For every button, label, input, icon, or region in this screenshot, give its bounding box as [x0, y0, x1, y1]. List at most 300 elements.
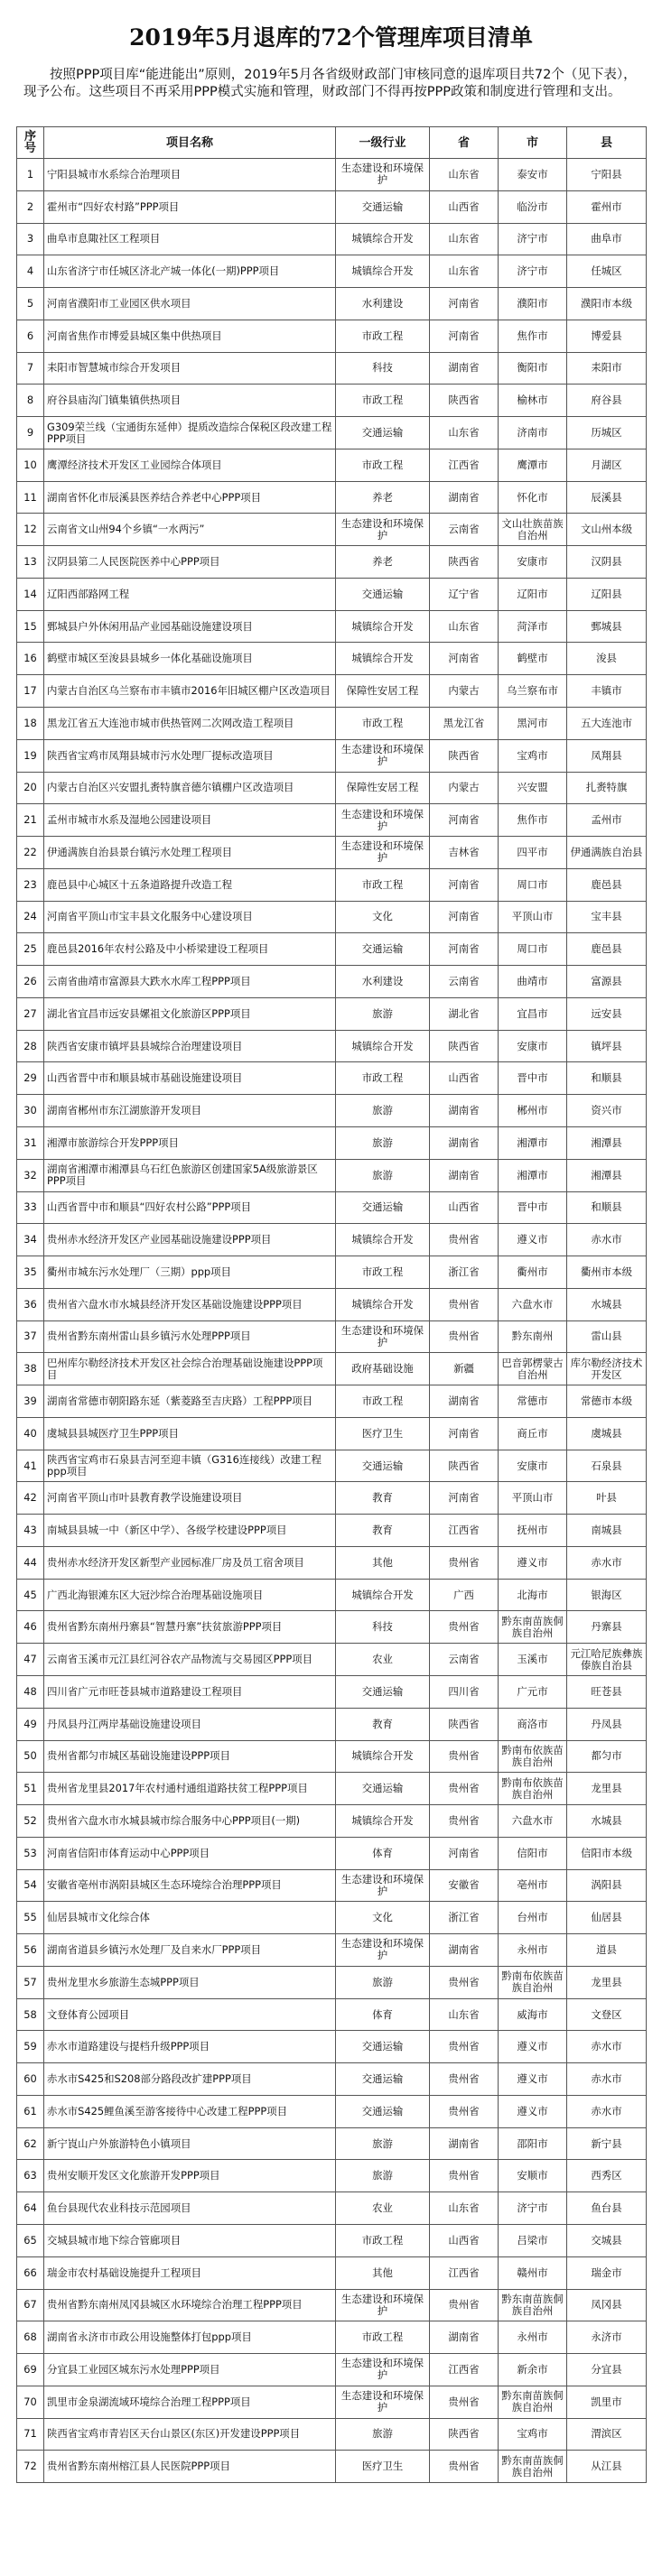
cell-county: 凤冈县 [567, 2289, 647, 2321]
header-index: 序号 [17, 127, 44, 159]
cell-county: 任城区 [567, 255, 647, 288]
table-row [17, 2418, 647, 2451]
cell-county: 信阳市本级 [567, 1837, 647, 1869]
table-row [17, 1773, 647, 1805]
cell-county: 鱼台县 [567, 2192, 647, 2225]
table-row [17, 1126, 647, 1159]
cell-index: 20 [17, 772, 44, 804]
cell-county: 赤水市 [567, 2063, 647, 2096]
table-row [17, 2256, 647, 2289]
cell-index: 36 [17, 1288, 44, 1320]
cell-city: 黔东南州 [499, 1320, 567, 1353]
cell-city: 六盘水市 [499, 1805, 567, 1838]
table-row [17, 1030, 647, 1062]
cell-project-name: 鄄城县户外休闲用品产业园基础设施建设项目 [44, 610, 336, 643]
table-row [17, 159, 647, 191]
cell-index: 37 [17, 1320, 44, 1353]
cell-index: 5 [17, 288, 44, 320]
cell-county: 渭滨区 [567, 2418, 647, 2451]
table-row [17, 837, 647, 869]
cell-province: 贵州省 [430, 2031, 499, 2063]
table-row [17, 1062, 647, 1095]
cell-index: 41 [17, 1450, 44, 1482]
cell-city: 曲靖市 [499, 966, 567, 998]
cell-project-name: 四川省广元市旺苍县城市道路建设工程项目 [44, 1675, 336, 1708]
cell-index: 2 [17, 190, 44, 223]
cell-project-name: 赤水市S425鲤鱼溪至游客接待中心改建工程PPP项目 [44, 2095, 336, 2127]
cell-city: 新余市 [499, 2354, 567, 2386]
table-row [17, 739, 647, 772]
table-row [17, 223, 647, 255]
cell-industry: 文化 [336, 901, 430, 933]
cell-province: 贵州省 [430, 1546, 499, 1579]
cell-city: 鹤壁市 [499, 643, 567, 675]
table-row [17, 288, 647, 320]
table-row [17, 2289, 647, 2321]
cell-county: 和顺县 [567, 1191, 647, 1224]
cell-province: 内蒙古 [430, 772, 499, 804]
table-row [17, 1224, 647, 1256]
cell-city: 亳州市 [499, 1869, 567, 1902]
cell-province: 湖南省 [430, 1934, 499, 1967]
cell-index: 38 [17, 1353, 44, 1385]
cell-province: 四川省 [430, 1675, 499, 1708]
cell-index: 34 [17, 1224, 44, 1256]
cell-project-name: 河南省信阳市体育运动中心PPP项目 [44, 1837, 336, 1869]
cell-city: 邵阳市 [499, 2127, 567, 2160]
table-row [17, 804, 647, 837]
cell-index: 1 [17, 159, 44, 191]
table-row [17, 997, 647, 1030]
cell-province: 贵州省 [430, 1773, 499, 1805]
cell-city: 北海市 [499, 1579, 567, 1611]
cell-city: 湘潭市 [499, 1159, 567, 1191]
cell-county: 永济市 [567, 2321, 647, 2354]
cell-city: 菏泽市 [499, 610, 567, 643]
cell-city: 怀化市 [499, 481, 567, 514]
cell-city: 焦作市 [499, 320, 567, 352]
cell-project-name: 山东省济宁市任城区济北产城一体化(一期)PPP项目 [44, 255, 336, 288]
cell-project-name: 贵州省黔东南州凤冈县城区水环境综合治理工程PPP项目 [44, 2289, 336, 2321]
cell-project-name: 文登体育公园项目 [44, 1998, 336, 2031]
table-row [17, 1805, 647, 1838]
cell-industry: 市政工程 [336, 708, 430, 740]
cell-city: 黔东南苗族侗族自治州 [499, 2386, 567, 2418]
cell-project-name: 虞城县县城医疗卫生PPP项目 [44, 1417, 336, 1450]
table-row [17, 2031, 647, 2063]
cell-city: 焦作市 [499, 804, 567, 837]
cell-industry: 交通运输 [336, 417, 430, 449]
cell-industry: 政府基础设施 [336, 1353, 430, 1385]
cell-industry: 市政工程 [336, 385, 430, 417]
cell-project-name: 河南省平顶山市宝丰县文化服务中心建设项目 [44, 901, 336, 933]
cell-industry: 交通运输 [336, 1773, 430, 1805]
cell-index: 11 [17, 481, 44, 514]
cell-county: 水城县 [567, 1805, 647, 1838]
cell-province: 广西 [430, 1579, 499, 1611]
cell-county: 博爱县 [567, 320, 647, 352]
cell-industry: 生态建设和环境保护 [336, 837, 430, 869]
table-row [17, 2127, 647, 2160]
cell-index: 15 [17, 610, 44, 643]
cell-index: 65 [17, 2225, 44, 2257]
cell-city: 泰安市 [499, 159, 567, 191]
cell-project-name: G309荣兰线（宝通街东延伸）提质改造综合保税区段改建工程PPP项目 [44, 417, 336, 449]
cell-city: 信阳市 [499, 1837, 567, 1869]
cell-province: 河南省 [430, 643, 499, 675]
cell-province: 山西省 [430, 1191, 499, 1224]
cell-project-name: 鱼台县现代农业科技示范园项目 [44, 2192, 336, 2225]
cell-project-name: 鹤壁市城区至浚县县城乡一体化基础设施项目 [44, 643, 336, 675]
cell-province: 贵州省 [430, 1805, 499, 1838]
cell-county: 赤水市 [567, 2031, 647, 2063]
cell-index: 17 [17, 675, 44, 708]
cell-city: 遵义市 [499, 1546, 567, 1579]
cell-index: 22 [17, 837, 44, 869]
cell-province: 河南省 [430, 1482, 499, 1515]
cell-city: 巴音郭楞蒙古自治州 [499, 1353, 567, 1385]
cell-industry: 城镇综合开发 [336, 610, 430, 643]
cell-project-name: 伊通满族自治县景台镇污水处理工程项目 [44, 837, 336, 869]
cell-index: 21 [17, 804, 44, 837]
cell-county: 镇坪县 [567, 1030, 647, 1062]
table-row [17, 2192, 647, 2225]
cell-project-name: 贵州省黔东南州雷山县乡镇污水处理PPP项目 [44, 1320, 336, 1353]
cell-industry: 体育 [336, 1837, 430, 1869]
cell-province: 贵州省 [430, 1740, 499, 1773]
table-row [17, 449, 647, 481]
header-province: 省 [430, 127, 499, 159]
cell-project-name: 瑞金市农村基础设施提升工程项目 [44, 2256, 336, 2289]
cell-project-name: 衢州市城东污水处理厂（三期）ppp项目 [44, 1256, 336, 1289]
cell-county: 仙居县 [567, 1902, 647, 1934]
table-row [17, 1353, 647, 1385]
cell-project-name: 湖南省道县乡镇污水处理厂及自来水厂PPP项目 [44, 1934, 336, 1967]
cell-industry: 水利建设 [336, 288, 430, 320]
table-row [17, 2063, 647, 2096]
cell-index: 56 [17, 1934, 44, 1967]
cell-project-name: 新宁崀山户外旅游特色小镇项目 [44, 2127, 336, 2160]
cell-index: 47 [17, 1644, 44, 1676]
table-row [17, 1159, 647, 1191]
cell-county: 赤水市 [567, 1224, 647, 1256]
cell-industry: 市政工程 [336, 2225, 430, 2257]
cell-industry: 交通运输 [336, 190, 430, 223]
cell-index: 24 [17, 901, 44, 933]
cell-county: 鹿邑县 [567, 868, 647, 901]
cell-county: 和顺县 [567, 1062, 647, 1095]
cell-city: 郴州市 [499, 1095, 567, 1127]
cell-industry: 保障性安居工程 [336, 675, 430, 708]
cell-county: 濮阳市本级 [567, 288, 647, 320]
cell-project-name: 广西北海银滩东区大冠沙综合治理基础设施项目 [44, 1579, 336, 1611]
cell-city: 遵义市 [499, 2031, 567, 2063]
header-county: 县 [567, 127, 647, 159]
cell-index: 51 [17, 1773, 44, 1805]
table-row [17, 2451, 647, 2483]
table-row [17, 514, 647, 546]
cell-index: 71 [17, 2418, 44, 2451]
cell-city: 黔东南苗族侗族自治州 [499, 1611, 567, 1644]
cell-city: 赣州市 [499, 2256, 567, 2289]
cell-county: 富源县 [567, 966, 647, 998]
cell-province: 陕西省 [430, 385, 499, 417]
cell-industry: 体育 [336, 1998, 430, 2031]
table-row [17, 868, 647, 901]
cell-city: 辽阳市 [499, 578, 567, 610]
cell-county: 凯里市 [567, 2386, 647, 2418]
table-row [17, 546, 647, 579]
cell-industry: 城镇综合开发 [336, 1288, 430, 1320]
table-row [17, 1256, 647, 1289]
cell-province: 江西省 [430, 449, 499, 481]
table-row [17, 1998, 647, 2031]
cell-industry: 市政工程 [336, 2321, 430, 2354]
cell-index: 25 [17, 933, 44, 966]
cell-index: 46 [17, 1611, 44, 1644]
cell-index: 58 [17, 1998, 44, 2031]
cell-index: 9 [17, 417, 44, 449]
cell-city: 衢州市 [499, 1256, 567, 1289]
cell-city: 吕梁市 [499, 2225, 567, 2257]
cell-industry: 市政工程 [336, 1256, 430, 1289]
page-title: 2019年5月退库的72个管理库项目清单 [129, 24, 533, 51]
cell-project-name: 内蒙古自治区乌兰察布市丰镇市2016年旧城区棚户区改造项目 [44, 675, 336, 708]
cell-province: 云南省 [430, 966, 499, 998]
cell-province: 河南省 [430, 868, 499, 901]
cell-industry: 养老 [336, 481, 430, 514]
cell-province: 贵州省 [430, 2386, 499, 2418]
cell-industry: 城镇综合开发 [336, 643, 430, 675]
cell-county: 资兴市 [567, 1095, 647, 1127]
cell-city: 黔南布依族苗族自治州 [499, 1773, 567, 1805]
cell-city: 榆林市 [499, 385, 567, 417]
cell-index: 3 [17, 223, 44, 255]
cell-county: 分宜县 [567, 2354, 647, 2386]
cell-industry: 生态建设和环境保护 [336, 159, 430, 191]
cell-province: 江西省 [430, 2354, 499, 2386]
cell-county: 交城县 [567, 2225, 647, 2257]
cell-county: 西秀区 [567, 2160, 647, 2192]
cell-industry: 教育 [336, 1515, 430, 1547]
cell-index: 31 [17, 1126, 44, 1159]
cell-industry: 生态建设和环境保护 [336, 1320, 430, 1353]
table-row [17, 1644, 647, 1676]
cell-index: 48 [17, 1675, 44, 1708]
cell-city: 广元市 [499, 1675, 567, 1708]
cell-project-name: 巴州库尔勒经济技术开发区社会综合治理基础设施建设PPP项目 [44, 1353, 336, 1385]
cell-index: 63 [17, 2160, 44, 2192]
cell-county: 曲阜市 [567, 223, 647, 255]
cell-index: 35 [17, 1256, 44, 1289]
cell-county: 宝丰县 [567, 901, 647, 933]
cell-industry: 交通运输 [336, 1450, 430, 1482]
cell-province: 贵州省 [430, 1320, 499, 1353]
header-city: 市 [499, 127, 567, 159]
cell-project-name: 山西省晋中市和顺县“四好农村公路”PPP项目 [44, 1191, 336, 1224]
cell-city: 商洛市 [499, 1708, 567, 1740]
cell-province: 云南省 [430, 514, 499, 546]
cell-industry: 其他 [336, 2256, 430, 2289]
cell-index: 4 [17, 255, 44, 288]
table-row [17, 1869, 647, 1902]
cell-county: 辽阳县 [567, 578, 647, 610]
cell-province: 黑龙江省 [430, 708, 499, 740]
cell-industry: 科技 [336, 1611, 430, 1644]
cell-county: 汉阴县 [567, 546, 647, 579]
table-row [17, 708, 647, 740]
cell-project-name: 贵州省黔东南州榕江县人民医院PPP项目 [44, 2451, 336, 2483]
table-header-row [17, 127, 647, 159]
cell-index: 10 [17, 449, 44, 481]
cell-province: 湖南省 [430, 1159, 499, 1191]
cell-province: 陕西省 [430, 1030, 499, 1062]
cell-index: 62 [17, 2127, 44, 2160]
cell-province: 山西省 [430, 190, 499, 223]
cell-industry: 旅游 [336, 1126, 430, 1159]
cell-industry: 生态建设和环境保护 [336, 2386, 430, 2418]
cell-project-name: 鹰潭经济技术开发区工业园综合体项目 [44, 449, 336, 481]
cell-industry: 交通运输 [336, 578, 430, 610]
cell-county: 赤水市 [567, 2095, 647, 2127]
cell-city: 鹰潭市 [499, 449, 567, 481]
cell-province: 河南省 [430, 804, 499, 837]
cell-city: 安顺市 [499, 2160, 567, 2192]
cell-industry: 旅游 [336, 1159, 430, 1191]
cell-industry: 交通运输 [336, 933, 430, 966]
cell-industry: 保障性安居工程 [336, 772, 430, 804]
table-row [17, 417, 647, 449]
cell-province: 贵州省 [430, 2289, 499, 2321]
table-row [17, 1515, 647, 1547]
cell-province: 湖南省 [430, 2321, 499, 2354]
cell-index: 70 [17, 2386, 44, 2418]
cell-county: 文登区 [567, 1998, 647, 2031]
cell-province: 河南省 [430, 1417, 499, 1450]
cell-city: 济宁市 [499, 2192, 567, 2225]
cell-province: 辽宁省 [430, 578, 499, 610]
cell-project-name: 陕西省宝鸡市凤翔县城市污水处理厂提标改造项目 [44, 739, 336, 772]
cell-index: 12 [17, 514, 44, 546]
cell-industry: 市政工程 [336, 449, 430, 481]
cell-province: 陕西省 [430, 739, 499, 772]
cell-industry: 生态建设和环境保护 [336, 804, 430, 837]
cell-province: 陕西省 [430, 1450, 499, 1482]
table-row [17, 190, 647, 223]
cell-county: 南城县 [567, 1515, 647, 1547]
cell-province: 江西省 [430, 2256, 499, 2289]
table-row [17, 2321, 647, 2354]
cell-project-name: 贵州省黔东南州丹寨县“智慧丹寨”扶贫旅游PPP项目 [44, 1611, 336, 1644]
cell-project-name: 曲阜市息陬社区工程项目 [44, 223, 336, 255]
cell-province: 陕西省 [430, 2418, 499, 2451]
table-row [17, 1675, 647, 1708]
cell-province: 陕西省 [430, 1708, 499, 1740]
cell-province: 河南省 [430, 1837, 499, 1869]
cell-industry: 医疗卫生 [336, 2451, 430, 2483]
cell-index: 53 [17, 1837, 44, 1869]
cell-project-name: 南城县县城一中（新区中学）、各级学校建设PPP项目 [44, 1515, 336, 1547]
cell-project-name: 陕西省安康市镇坪县县城综合治理建设项目 [44, 1030, 336, 1062]
cell-city: 常德市 [499, 1385, 567, 1418]
cell-project-name: 汉阴县第二人民医院医养中心PPP项目 [44, 546, 336, 579]
cell-city: 晋中市 [499, 1062, 567, 1095]
cell-county: 鄄城县 [567, 610, 647, 643]
cell-index: 49 [17, 1708, 44, 1740]
cell-industry: 旅游 [336, 1095, 430, 1127]
cell-index: 67 [17, 2289, 44, 2321]
cell-city: 乌兰察布市 [499, 675, 567, 708]
cell-county: 文山州本级 [567, 514, 647, 546]
table-row [17, 1095, 647, 1127]
cell-project-name: 山西省晋中市和顺县城市基础设施建设项目 [44, 1062, 336, 1095]
table-row [17, 1288, 647, 1320]
cell-county: 从江县 [567, 2451, 647, 2483]
cell-industry: 市政工程 [336, 1385, 430, 1418]
cell-project-name: 分宜县工业园区城东污水处理PPP项目 [44, 2354, 336, 2386]
cell-province: 山西省 [430, 2225, 499, 2257]
cell-index: 45 [17, 1579, 44, 1611]
cell-county: 新宁县 [567, 2127, 647, 2160]
cell-county: 霍州市 [567, 190, 647, 223]
cell-project-name: 云南省文山州94个乡镇“一水两污” [44, 514, 336, 546]
cell-county: 叶县 [567, 1482, 647, 1515]
cell-project-name: 府谷县庙沟门镇集镇供热项目 [44, 385, 336, 417]
table-row [17, 320, 647, 352]
cell-city: 宝鸡市 [499, 739, 567, 772]
cell-industry: 市政工程 [336, 868, 430, 901]
cell-city: 周口市 [499, 933, 567, 966]
cell-project-name: 交城县城市地下综合管廊项目 [44, 2225, 336, 2257]
cell-industry: 医疗卫生 [336, 1417, 430, 1450]
cell-county: 衢州市本级 [567, 1256, 647, 1289]
cell-index: 16 [17, 643, 44, 675]
intro-paragraph: 按照PPP项目库“能进能出”原则，2019年5月各省级财政部门审核同意的退库项目共72个（见下表），现予公布。这些项目不再采用PPP模式实施和管理，财政部门不得再按PPP政策和制度进行管理和支出。 [23, 68, 637, 99]
cell-county: 旺苍县 [567, 1675, 647, 1708]
cell-county: 月湖区 [567, 449, 647, 481]
table-row [17, 772, 647, 804]
cell-index: 6 [17, 320, 44, 352]
cell-index: 13 [17, 546, 44, 579]
cell-index: 72 [17, 2451, 44, 2483]
cell-industry: 生态建设和环境保护 [336, 2354, 430, 2386]
cell-index: 68 [17, 2321, 44, 2354]
cell-project-name: 湖南省永济市市政公用设施整体打包ppp项目 [44, 2321, 336, 2354]
cell-province: 贵州省 [430, 1224, 499, 1256]
cell-province: 吉林省 [430, 837, 499, 869]
cell-index: 64 [17, 2192, 44, 2225]
cell-city: 黔南布依族苗族自治州 [499, 1740, 567, 1773]
cell-city: 四平市 [499, 837, 567, 869]
cell-project-name: 鹿邑县2016年农村公路及中小桥梁建设工程项目 [44, 933, 336, 966]
cell-index: 19 [17, 739, 44, 772]
cell-province: 山东省 [430, 2192, 499, 2225]
cell-project-name: 湖南省常德市朝阳路东延（紫菱路至吉庆路）工程PPP项目 [44, 1385, 336, 1418]
table-row [17, 2354, 647, 2386]
cell-project-name: 宁阳县城市水系综合治理项目 [44, 159, 336, 191]
table-row [17, 2095, 647, 2127]
table-row [17, 675, 647, 708]
cell-city: 济宁市 [499, 255, 567, 288]
cell-project-name: 贵州省都匀市城区基础设施建设PPP项目 [44, 1740, 336, 1773]
cell-province: 新疆 [430, 1353, 499, 1385]
cell-project-name: 陕西省宝鸡市青岩区天台山景区(东区)开发建设PPP项目 [44, 2418, 336, 2451]
cell-province: 山西省 [430, 1062, 499, 1095]
cell-index: 44 [17, 1546, 44, 1579]
cell-project-name: 内蒙古自治区兴安盟扎赉特旗音德尔镇棚户区改造项目 [44, 772, 336, 804]
table-body [17, 159, 647, 2483]
cell-province: 河南省 [430, 901, 499, 933]
